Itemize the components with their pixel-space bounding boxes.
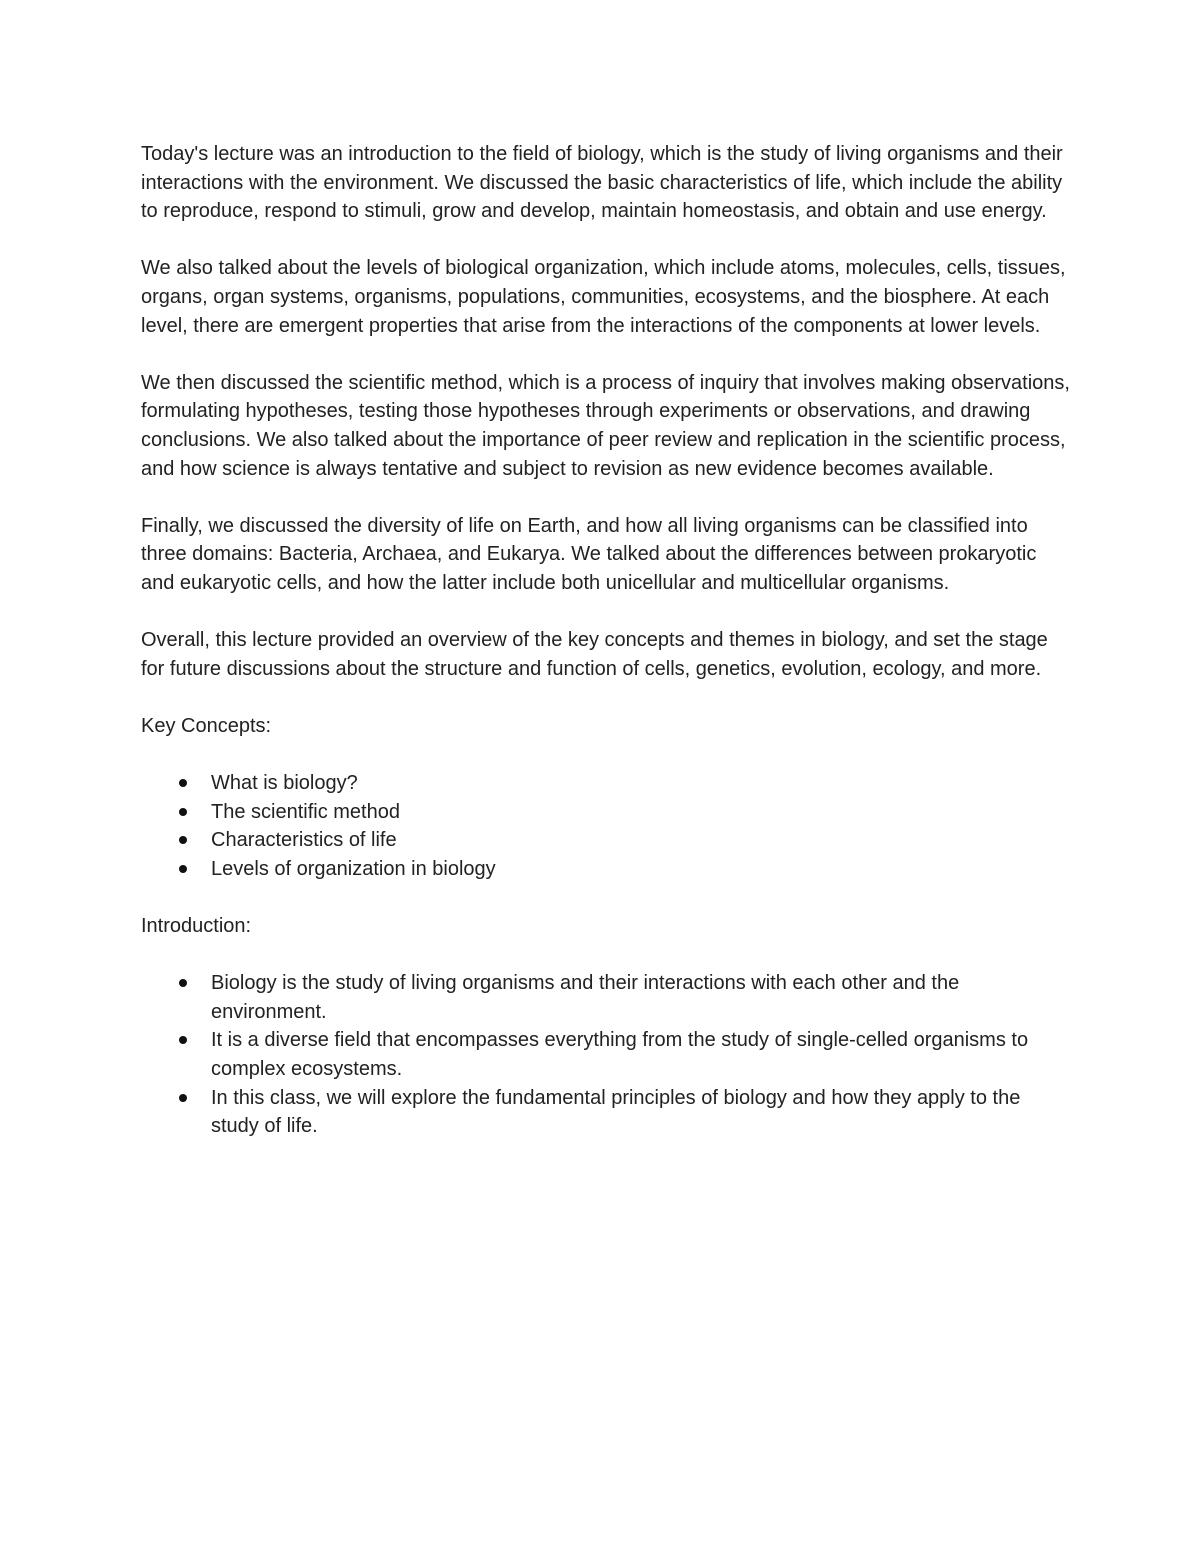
document-page [141,140,1071,1169]
list-item [141,798,1071,827]
list-item [141,1084,1071,1141]
list-item [141,969,1071,1026]
introduction-heading: Introduction: [141,915,252,938]
paragraph-overall: Overall, this lecture provided an overview of the key concepts and themes in biology, and set the stage for future discussions about the structure and function of cells, genetics, evolution, ecology, and more. [141,629,1048,680]
list-item [141,855,1071,884]
list-item [141,1026,1071,1083]
key-concepts-list [141,769,1071,883]
paragraph-intro: Today's lecture was an introduction to the field of biology, which is the study of living organisms and their interactions with the environment. We discussed the basic characteristics of life, which include the ability to reproduce, respond to stimuli, grow and develop, maintain homeostasis, and obtain and use energy. [141,143,1063,223]
list-item-text: It is a diverse field that encompasses everything from the study of single-celled organisms to complex ecosystems. [211,1029,1029,1080]
list-item [141,826,1071,855]
bullet-icon [179,865,187,873]
list-item-text: The scientific method [211,800,400,823]
introduction-list [141,969,1071,1141]
key-concepts-heading: Key Concepts: [141,714,272,737]
paragraph-diversity: Finally, we discussed the diversity of life on Earth, and how all living organisms can be classified into three domains: Bacteria, Archaea, and Eukarya. We talked about the differences between prokaryotic and eukaryotic cells, and how the latter include both unicellular and multicellular organisms. [141,514,1037,594]
list-item-text: Levels of organization in biology [211,857,496,880]
list-item [141,769,1071,798]
bullet-icon [179,836,187,844]
paragraph-levels: We also talked about the levels of biological organization, which include atoms, molecules, cells, tissues, organs, organ systems, organisms, populations, communities, ecosystems, and the biosphere. At each level, there are emergent properties that arise from the interactions of the components at lower levels. [141,257,1066,337]
list-item-text: Biology is the study of living organisms and their interactions with each other and the environment. [211,972,960,1023]
bullet-icon [179,979,187,987]
list-item-text: What is biology? [211,772,358,795]
bullet-icon [179,779,187,787]
list-item-text: Characteristics of life [211,829,397,852]
bullet-icon [179,808,187,816]
bullet-icon [179,1094,187,1102]
paragraph-scientific-method: We then discussed the scientific method, which is a process of inquiry that involves making observations, formulating hypotheses, testing those hypotheses through experiments or observations, and drawing conclusions. We also talked about the importance of peer review and replication in the scientific process, and how science is always tentative and subject to revision as new evidence becomes available. [141,371,1070,480]
list-item-text: In this class, we will explore the fundamental principles of biology and how they apply to the study of life. [211,1086,1021,1138]
bullet-icon [179,1036,187,1044]
